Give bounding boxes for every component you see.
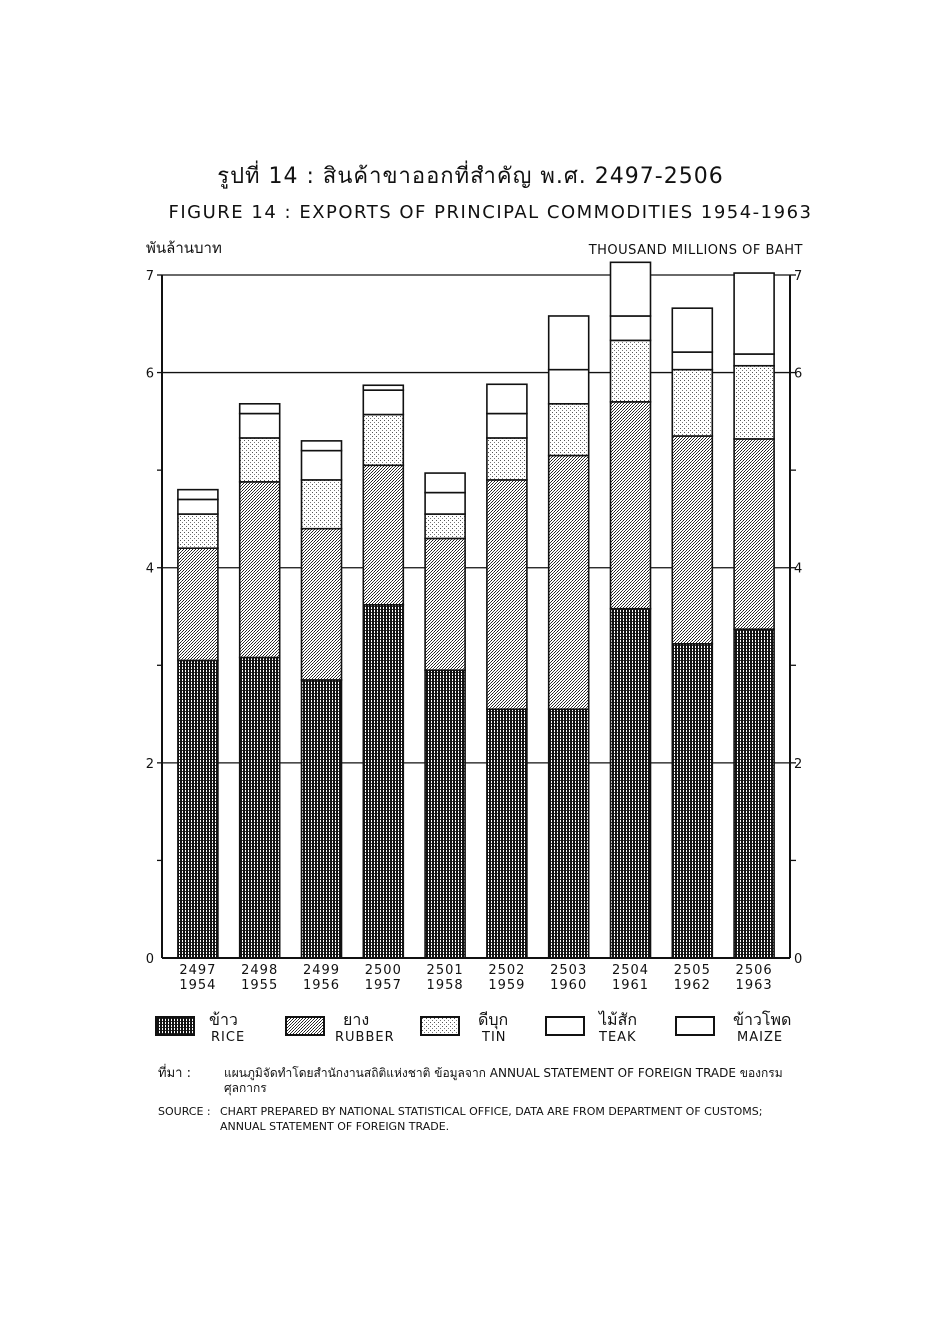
- legend-swatch-rice: [155, 1016, 195, 1036]
- x-tick-label: 1959: [488, 978, 526, 993]
- bar-segment-teak: [178, 499, 218, 514]
- bar-segment-rubber: [672, 436, 712, 644]
- bar-segment-teak: [363, 390, 403, 414]
- x-tick-label: 1960: [550, 978, 588, 993]
- bar-segment-tin: [178, 514, 218, 548]
- legend-swatch-fill: [677, 1018, 713, 1034]
- legend-label: MAIZE: [737, 1030, 784, 1045]
- bar-segment-maize: [734, 273, 774, 354]
- legend-swatch-tin: [420, 1016, 460, 1036]
- bar-segment-rice: [425, 670, 465, 958]
- bar-segment-tin: [240, 438, 280, 482]
- legend-label: RUBBER: [335, 1030, 395, 1045]
- x-tick-label: 1963: [735, 978, 773, 993]
- bar-group: [178, 262, 774, 958]
- bar-segment-tin: [549, 404, 589, 456]
- x-tick-label-thai: 2503: [550, 963, 588, 978]
- legend: [155, 1010, 805, 1050]
- bar-segment-teak: [302, 451, 342, 480]
- bar-segment-rubber: [487, 480, 527, 709]
- bar-segment-teak: [425, 493, 465, 514]
- legend-label: RICE: [211, 1030, 246, 1045]
- bar-segment-tin: [302, 480, 342, 529]
- y-tick-label-left: 4: [145, 561, 154, 577]
- bar-segment-maize: [178, 490, 218, 500]
- x-tick-label-thai: 2499: [302, 963, 341, 978]
- y-tick-label-right: 0: [794, 952, 803, 967]
- y-tick-label-left: 0: [145, 952, 154, 967]
- x-tick-label-thai: 2506: [735, 963, 773, 978]
- bar-segment-rubber: [363, 465, 403, 605]
- y-axis-label-thai: พันล้านบาท: [146, 239, 222, 257]
- bar-segment-teak: [734, 354, 774, 366]
- x-tick-label: 1962: [673, 978, 711, 993]
- bar-segment-teak: [240, 414, 280, 438]
- x-tick-label-thai: 2497: [179, 963, 217, 978]
- bar-segment-rice: [549, 709, 589, 958]
- bar-segment-rice: [363, 605, 403, 958]
- bar-segment-tin: [425, 514, 465, 538]
- x-tick-label: 1958: [426, 978, 464, 993]
- chart-title: FIGURE 14 : EXPORTS OF PRINCIPAL COMMODITIES 1954-1963: [168, 202, 813, 223]
- x-tick-label-thai: 2498: [241, 963, 279, 978]
- legend-swatch-rubber: [285, 1016, 325, 1036]
- y-tick-label-right: 4: [794, 561, 803, 577]
- bar-segment-rice: [611, 609, 651, 958]
- bar-segment-rice: [240, 657, 280, 958]
- legend-label: TIN: [482, 1030, 507, 1045]
- bar-segment-teak: [672, 352, 712, 370]
- y-tick-label-left: 2: [145, 756, 154, 772]
- bar-segment-tin: [611, 340, 651, 401]
- x-tick-label: 1955: [241, 978, 279, 993]
- legend-swatch-fill: [157, 1018, 193, 1034]
- legend-swatch-maize: [675, 1016, 715, 1036]
- legend-swatch-fill: [287, 1018, 323, 1034]
- bar-segment-teak: [611, 316, 651, 340]
- x-tick-label: 1956: [302, 978, 341, 993]
- bar-segment-tin: [363, 415, 403, 466]
- bar-segment-rubber: [611, 402, 651, 609]
- bar-segment-rubber: [549, 456, 589, 710]
- legend-swatch-fill: [422, 1018, 458, 1034]
- bar-segment-maize: [549, 316, 589, 370]
- bar-segment-teak: [549, 370, 589, 404]
- legend-swatch-fill: [547, 1018, 583, 1034]
- bar-segment-rice: [302, 680, 342, 958]
- bar-segment-rubber: [240, 482, 280, 658]
- x-tick-label: 1957: [364, 978, 402, 993]
- x-tick-label-thai: 2505: [673, 963, 711, 978]
- bar-segment-tin: [672, 370, 712, 436]
- y-tick-label-left: 6: [145, 366, 154, 382]
- bar-segment-rubber: [178, 548, 218, 660]
- bar-segment-rice: [178, 660, 218, 958]
- x-tick-label-thai: 2504: [611, 963, 650, 978]
- bar-segment-tin: [734, 366, 774, 439]
- bar-segment-maize: [672, 308, 712, 352]
- legend-label: TEAK: [599, 1030, 637, 1045]
- y-axis-label: THOUSAND MILLIONS OF BAHT: [588, 243, 803, 258]
- x-tick-label: 1954: [179, 978, 217, 993]
- chart-title-thai: รูปที่ 14 : สินค้าขาออกที่สำคัญ พ.ศ. 2497-2506: [217, 164, 724, 189]
- bar-segment-maize: [363, 385, 403, 390]
- legend-label-thai: ไม้สัก: [599, 1010, 638, 1029]
- source-text: CHART PREPARED BY NATIONAL STATISTICAL OFFICE, DATA ARE FROM DEPARTMENT OF CUSTOMS; ANNUAL STATEMENT OF FOREIGN TRADE.: [220, 1105, 763, 1133]
- y-tick-label-left: 7: [145, 269, 154, 284]
- legend-label-thai: ดีบุก: [478, 1010, 509, 1029]
- bar-segment-maize: [240, 404, 280, 414]
- bar-segment-tin: [487, 438, 527, 480]
- x-tick-label-thai: 2500: [364, 963, 402, 978]
- bar-segment-teak: [487, 414, 527, 438]
- y-tick-label-right: 6: [794, 366, 803, 382]
- bar-segment-maize: [425, 473, 465, 493]
- bar-segment-rubber: [302, 529, 342, 680]
- x-tick-label: 1961: [611, 978, 650, 993]
- source-label-thai: ที่มา :: [158, 1066, 191, 1081]
- legend-label-thai: ข้าว: [209, 1010, 238, 1029]
- bar-segment-maize: [611, 262, 651, 316]
- bar-segment-maize: [302, 441, 342, 451]
- bar-segment-rice: [487, 709, 527, 958]
- bar-segment-rice: [734, 629, 774, 958]
- legend-label-thai: ข้าวโพด: [733, 1010, 792, 1029]
- x-tick-label-thai: 2502: [488, 963, 526, 978]
- y-tick-label-right: 2: [794, 756, 803, 772]
- y-tick-label-right: 7: [794, 269, 803, 284]
- x-tick-label-thai: 2501: [426, 963, 464, 978]
- source-label: SOURCE :: [158, 1105, 211, 1118]
- bar-segment-rice: [672, 644, 712, 958]
- legend-label-thai: ยาง: [343, 1010, 370, 1029]
- source-text-thai: แผนภูมิจัดทำโดยสำนักงานสถิติแห่งชาติ ข้อมูลจาก ANNUAL STATEMENT OF FOREIGN TRADE ของกรมศุลกากร: [224, 1066, 783, 1095]
- legend-swatch-teak: [545, 1016, 585, 1036]
- bar-segment-rubber: [425, 538, 465, 670]
- bar-segment-rubber: [734, 439, 774, 629]
- bar-segment-maize: [487, 384, 527, 413]
